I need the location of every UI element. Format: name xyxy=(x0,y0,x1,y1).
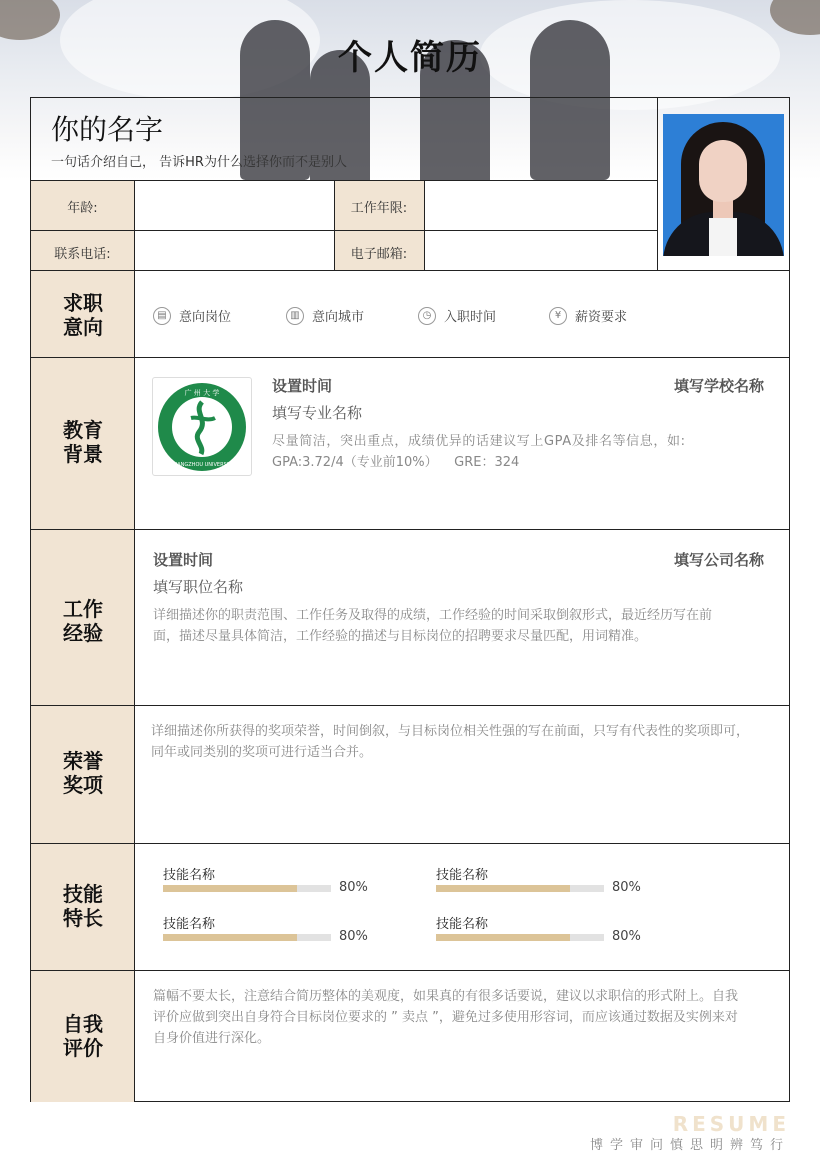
full-name: 你的名字 xyxy=(51,113,164,146)
work-years-label: 工作年限: xyxy=(350,201,408,216)
skill-bar-1 xyxy=(163,885,331,892)
self-eval-line2: 评价应做到突出自身符合目标岗位要求的 ” 卖点 ”，避免过多使用形容词，而应该通过数据及实例来对 xyxy=(153,1010,738,1025)
section-title-work: 工作 经验 xyxy=(63,597,103,645)
education-description-line2: GPA:3.72/4（专业前10%） GRE：324 xyxy=(272,455,520,470)
section-title-intent: 求职 意向 xyxy=(63,291,103,339)
self-eval-line3: 自身价值进行深化。 xyxy=(153,1031,271,1046)
skill-name-2: 技能名称 xyxy=(436,868,489,883)
section-title-honors: 荣誉 奖项 xyxy=(63,749,103,797)
work-description-line2: 面，描述尽量具体简洁，工作经验的描述与目标岗位的招聘要求尽量匹配，用词精准。 xyxy=(153,629,648,644)
honors-description-line2: 同年或同类别的奖项可进行适当合并。 xyxy=(151,745,373,760)
building-icon: ▥ xyxy=(286,307,304,325)
age-label: 年龄: xyxy=(67,201,98,216)
clock-icon: ◷ xyxy=(418,307,436,325)
self-eval-line1: 篇幅不要太长，注意结合简历整体的美观度，如果真的有很多话要说，建议以求职信的形式附上。自我 xyxy=(153,989,739,1004)
email-label: 电子邮箱: xyxy=(350,247,408,262)
education-time: 设置时间 xyxy=(272,377,333,395)
skill-percent-1: 80% xyxy=(339,880,368,895)
intent-start-time: ◷ 入职时间 xyxy=(418,306,496,325)
yen-icon: ¥ xyxy=(549,307,567,325)
skill-name-3: 技能名称 xyxy=(163,917,216,932)
skill-percent-2: 80% xyxy=(612,880,641,895)
education-major: 填写专业名称 xyxy=(272,404,363,422)
briefcase-icon: ▤ xyxy=(153,307,171,325)
skill-bar-4 xyxy=(436,934,604,941)
skill-name-1: 技能名称 xyxy=(163,868,216,883)
section-title-education: 教育 背景 xyxy=(63,418,103,466)
intent-salary: ¥ 薪资要求 xyxy=(549,306,627,325)
self-intro: 一句话介绍自己， 告诉HR为什么选择你而不是别人 xyxy=(51,155,347,170)
section-label-column xyxy=(31,271,134,1102)
skill-bar-3 xyxy=(163,934,331,941)
education-school: 填写学校名称 xyxy=(673,377,764,395)
work-time: 设置时间 xyxy=(153,551,214,569)
intent-position: ▤ 意向岗位 xyxy=(153,306,231,325)
resume-watermark: RESUME xyxy=(672,1112,790,1136)
skill-name-4: 技能名称 xyxy=(436,917,489,932)
footer-motto: 博学审问慎思明辨笃行 xyxy=(589,1138,790,1153)
work-description-line1: 详细描述你的职责范围、工作任务及取得的成绩，工作经验的时间采取倒叙形式，最近经历写在前 xyxy=(153,608,713,623)
section-title-skills: 技能 特长 xyxy=(63,882,103,930)
education-description-line1: 尽量简洁，突出重点，成绩优异的话建议写上GPA及排名等信息，如: xyxy=(272,434,686,449)
page-title: 个人简历 xyxy=(338,38,482,78)
skill-bar-fill-3 xyxy=(163,934,297,941)
skill-percent-4: 80% xyxy=(612,929,641,944)
skill-percent-3: 80% xyxy=(339,929,368,944)
section-title-self-eval: 自我 评价 xyxy=(63,1012,103,1060)
skill-bar-fill-4 xyxy=(436,934,570,941)
svg-text:GUANGZHOU UNIVERSITY: GUANGZHOU UNIVERSITY xyxy=(169,462,235,468)
resume-sheet xyxy=(30,97,790,1102)
skill-bar-fill-2 xyxy=(436,885,570,892)
intent-city: ▥ 意向城市 xyxy=(286,306,364,325)
svg-text:广 州 大 学: 广 州 大 学 xyxy=(184,389,220,397)
honors-description-line1: 详细描述你所获得的奖项荣誉，时间倒叙，与目标岗位相关性强的写在前面，只写有代表性的奖项即可， xyxy=(151,724,750,739)
university-logo xyxy=(152,377,252,476)
work-company: 填写公司名称 xyxy=(673,551,764,569)
skill-bar-2 xyxy=(436,885,604,892)
phone-label: 联系电话: xyxy=(54,247,111,262)
skill-bar-fill-1 xyxy=(163,885,297,892)
work-position: 填写职位名称 xyxy=(153,578,244,596)
profile-photo xyxy=(663,114,784,256)
